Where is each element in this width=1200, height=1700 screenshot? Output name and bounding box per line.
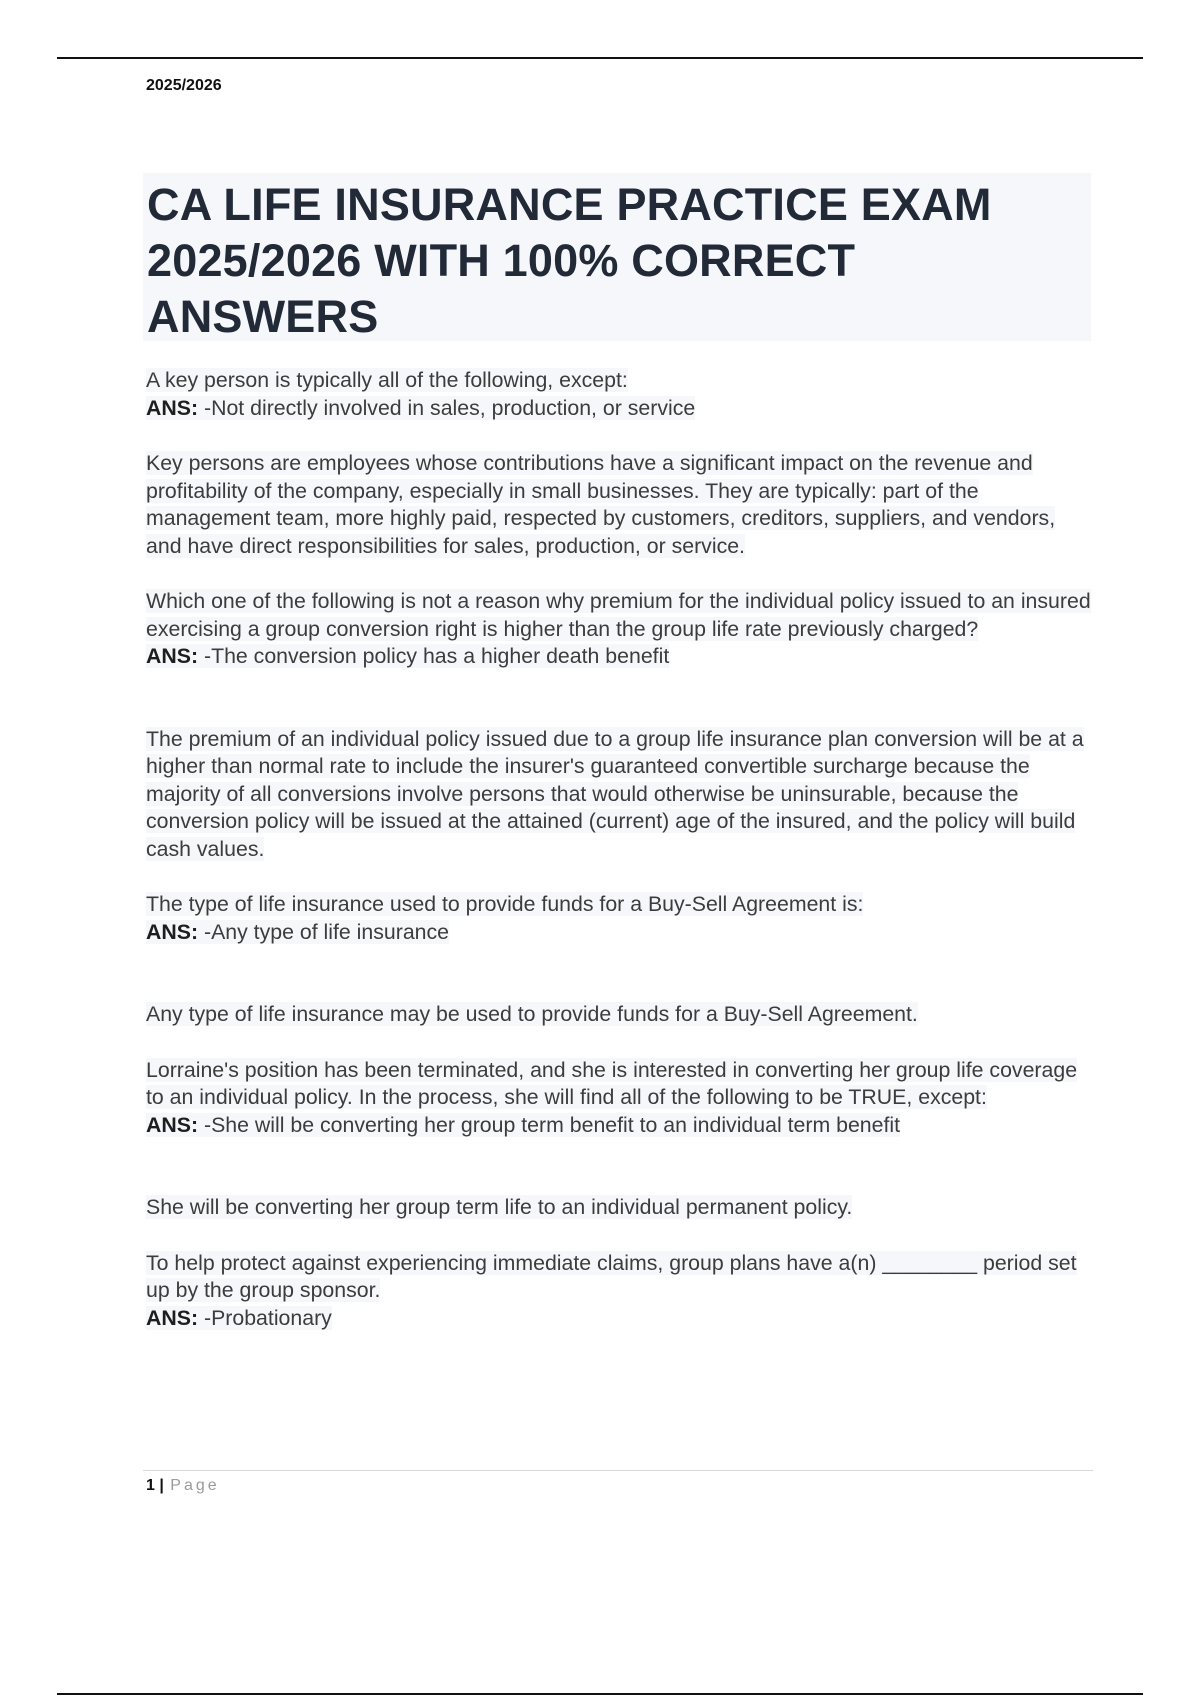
explanation-text — [146, 450, 1096, 560]
explanation-span: Any type of life insurance may be used to provide funds for a Buy-Sell Agreement. — [146, 1002, 918, 1026]
exam-content — [146, 367, 1096, 1332]
question-text-span: A key person is typically all of the following, except: — [146, 368, 628, 392]
question-block — [146, 588, 1096, 671]
header-rule — [57, 57, 1143, 59]
answer-line — [146, 395, 1096, 423]
answer-text: -Any type of life insurance — [198, 919, 450, 944]
answer-text: -She will be converting her group term benefit to an individual term benefit — [198, 1112, 901, 1137]
page-number: 1 — [146, 1477, 155, 1494]
answer-line — [146, 1112, 1096, 1140]
answer-line — [146, 1305, 1096, 1333]
answer-line — [146, 643, 1096, 671]
document-title: CA LIFE INSURANCE PRACTICE EXAM 2025/2026 WITH 100% CORRECT ANSWERS — [147, 179, 992, 342]
question-text — [146, 588, 1096, 643]
explanation-text — [146, 1001, 1096, 1029]
footer-bottom-rule — [57, 1693, 1143, 1695]
answer-label: ANS: — [146, 1112, 199, 1137]
explanation-span: She will be converting her group term life to an individual permanent policy. — [146, 1195, 853, 1219]
answer-text: -The conversion policy has a higher death benefit — [198, 644, 670, 668]
question-text — [146, 891, 1096, 919]
answer-text: -Not directly involved in sales, production, or service — [198, 395, 696, 420]
question-text — [146, 367, 1096, 395]
question-text-span: To help protect against experiencing immediate claims, group plans have a(n) ________ period set up by the group sponsor. — [146, 1250, 1077, 1302]
answer-label: ANS: — [146, 395, 199, 420]
question-text — [146, 1057, 1096, 1112]
answer-label: ANS: — [146, 644, 199, 668]
page-footer — [146, 1477, 220, 1495]
explanation-text — [146, 1194, 1096, 1222]
question-block — [146, 1057, 1096, 1140]
answer-label: ANS: — [146, 919, 199, 944]
explanation-span: Key persons are employees whose contributions have a significant impact on the revenue and profitability of the company, especially in small businesses. They are typically: part of the management team, more highly paid, respected by customers, creditors, suppliers, and vendors, and have direct responsibilities for sales, production, or service. — [146, 451, 1056, 558]
footer-rule — [143, 1470, 1093, 1471]
question-text-span: The type of life insurance used to provide funds for a Buy-Sell Agreement is: — [146, 892, 864, 916]
question-block — [146, 1250, 1096, 1333]
answer-text: -Probationary — [198, 1305, 332, 1330]
question-text-span: Lorraine's position has been terminated, and she is interested in converting her group life coverage to an individual policy. In the process, she will find all of the following to be TRUE, except: — [146, 1057, 1078, 1109]
explanation-span: The premium of an individual policy issued due to a group life insurance plan conversion will be at a higher than normal rate to include the insurer's guaranteed convertible surcharge because the majority of all conversions involve persons that would otherwise be uninsurable, because the conversion policy will be issued at the attained (current) age of the insured, and the policy will build cash values. — [146, 726, 1084, 861]
question-text — [146, 1250, 1096, 1305]
explanation-text — [146, 726, 1096, 864]
header-year: 2025/2026 — [146, 77, 222, 94]
question-block — [146, 367, 1096, 422]
question-text-span: Which one of the following is not a reason why premium for the individual policy issued to an insured exercising a group conversion right is higher than the group life rate previously charged? — [146, 589, 1091, 641]
title-block — [143, 173, 1091, 341]
answer-label: ANS: — [146, 1305, 199, 1330]
question-block — [146, 891, 1096, 946]
page-separator: | — [154, 1477, 169, 1494]
page-word: Page — [170, 1477, 220, 1494]
answer-line — [146, 919, 1096, 947]
